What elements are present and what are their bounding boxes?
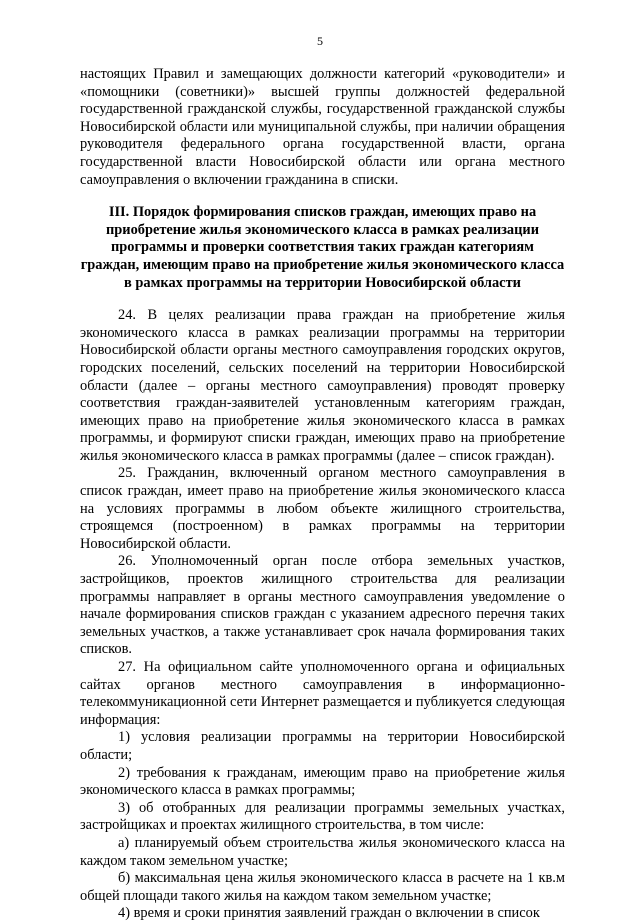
list-item-3: 3) об отобранных для реализации программы земельных участках, застройщиках и проектах жилищного строительства, в том числе: (80, 799, 565, 834)
page-number: 5 (317, 34, 323, 48)
paragraph-25: 25. Гражданин, включенный органом местного самоуправления в список граждан, имеет право на приобретение жилья экономического класса на условиях программы в любом объекте жилищного строительства, строящемся (построенном) в рамках программы на территории Новосибирской области. (80, 465, 565, 552)
intro-paragraph: настоящих Правил и замещающих должности категорий «руководители» и «помощники (советники)» высшей группы должностей федеральной государственной гражданской службы, государственной гражданской службы Новосибирской области или муниципальной службы, при наличии обращения руководителя федерального органа государственной власти, органа государственной власти Новосибирской области или органа местного самоуправления о включении гражданина в списки. (80, 66, 565, 188)
list-item-3a: а) планируемый объем строительства жилья экономического класса на каждом таком земельном участке; (80, 834, 565, 869)
document-body (80, 66, 565, 923)
list-item-4: 4) время и сроки принятия заявлений граждан о включении в список (118, 905, 540, 922)
paragraph-27: 27. На официальном сайте уполномоченного органа и официальных сайтах органов местного самоуправления в информационно-телекоммуникационной сети Интернет размещается и публикуется следующая информация: (80, 659, 565, 728)
list-item-3b: б) максимальная цена жилья экономического класса в расчете на 1 кв.м общей площади такого жилья на каждом таком земельном участке; (80, 870, 565, 904)
list-item-1: 1) условия реализации программы на территории Новосибирской области; (80, 729, 565, 763)
paragraph-24: 24. В целях реализации права граждан на приобретение жилья экономического класса в рамках реализации программы на территории Новосибирской области органы местного самоуправления городских округов, городских поселений, сельских поселений на территории Новосибирской области (далее – органы местного самоуправления) проводят проверку соответствия граждан-заявителей установленным категориям граждан, имеющих право на приобретение жилья экономического класса в рамках программы, и формируют списки граждан, имеющих право на приобретение жилья экономического класса в рамках программы (далее – список граждан). (80, 307, 565, 464)
section-heading: III. Порядок формирования списков граждан, имеющих право на приобретение жилья экономического класса в рамках реализации программы и проверки соответствия таких граждан категориям граждан, имеющим право на приобретение жилья экономического класса в рамках программы на территории Новосибирской области (80, 204, 565, 291)
list-item-2: 2) требования к гражданам, имеющим право на приобретение жилья экономического класса в рамках программы; (80, 764, 565, 799)
paragraph-26: 26. Уполномоченный орган после отбора земельных участков, застройщиков, проектов жилищного строительства для реализации программы направляет в органы местного самоуправления уведомление о начале формирования списков граждан с указанием адресного перечня таких земельных участков, а также устанавливает срок начала формирования таких списков. (80, 553, 565, 658)
